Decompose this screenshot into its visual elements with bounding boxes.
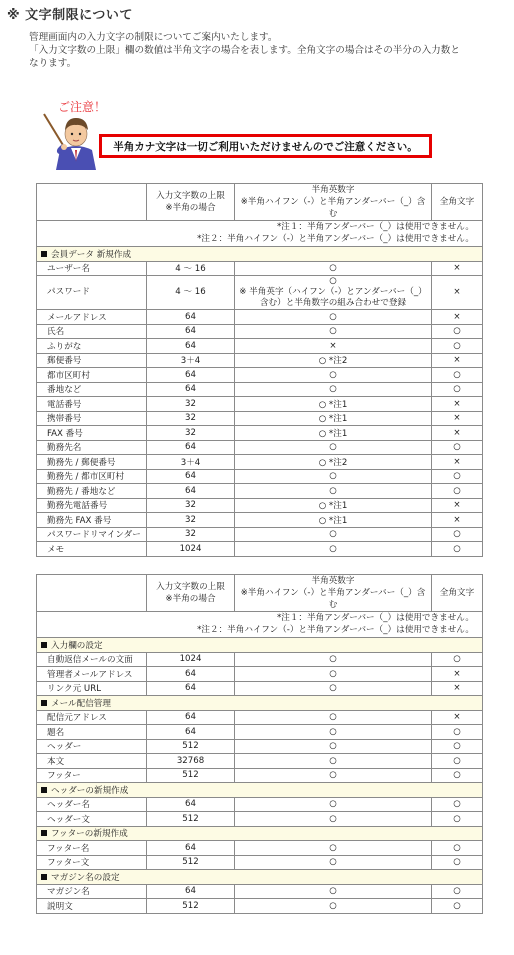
row-alnum: ○ [235,739,432,754]
row-alnum: ○ [235,899,432,914]
row-limit: 64 [147,681,235,696]
row-limit: 32 [147,527,235,542]
row-zenkaku: × [432,397,483,412]
row-limit: 64 [147,382,235,397]
row-limit: 64 [147,710,235,725]
row-label: 都市区町村 [37,368,147,383]
row-label: ヘッダー名 [37,797,147,812]
row-label: 番地など [37,382,147,397]
row-limit: 64 [147,797,235,812]
row-label: 勤務先 FAX 番号 [37,513,147,528]
row-zenkaku: × [432,353,483,368]
row-limit: 32 [147,498,235,513]
row-limit: 64 [147,440,235,455]
table-row [37,812,483,827]
row-limit: 3＋4 [147,455,235,470]
row-alnum: ○ [235,542,432,557]
intro-line: 管理画面内の入力文字の制限についてご案内いたします。 [29,32,278,43]
row-label: メールアドレス [37,310,147,325]
row-limit: 32 [147,397,235,412]
table-row [37,469,483,484]
row-limit: 512 [147,855,235,870]
table-row [37,484,483,499]
row-limit: 64 [147,339,235,354]
row-limit: 64 [147,484,235,499]
header-limit: 入力文字数の上限 ※半角の場合 [147,575,235,612]
row-zenkaku: ○ [432,855,483,870]
table-row [37,440,483,455]
row-zenkaku: × [432,455,483,470]
table-row [37,710,483,725]
limits-table-settings [36,574,483,914]
table-row [37,397,483,412]
header-alnum: 半角英数字 ※半角ハイフン（-）と半角アンダーバー（_）含む [235,575,432,612]
table-row [37,739,483,754]
row-label: 配信元アドレス [37,710,147,725]
row-label: 勤務先 / 都市区町村 [37,469,147,484]
table-row [37,310,483,325]
section-row [37,247,483,262]
row-zenkaku: ○ [432,899,483,914]
row-zenkaku: ○ [432,382,483,397]
table-row [37,841,483,856]
row-zenkaku: × [432,513,483,528]
section-row [37,783,483,798]
row-alnum: ○ [235,324,432,339]
row-limit: 64 [147,368,235,383]
limits-table-member [36,183,483,557]
row-zenkaku: ○ [432,527,483,542]
row-limit: 32 [147,426,235,441]
row-label: フッター名 [37,841,147,856]
table-notes: *注１：半角アンダーバー（_）は使用できません。 *注２：半角ハイフン（-）と半角アンダーバー（_）は使用できません。 [37,612,483,638]
row-zenkaku: × [432,426,483,441]
row-zenkaku: × [432,667,483,682]
row-limit: 4 ～ 16 [147,276,235,310]
row-limit: 3＋4 [147,353,235,368]
section-bullet-icon [41,787,47,793]
row-alnum: ○ [235,884,432,899]
caution-box [99,134,432,158]
row-alnum: ○ *注1 [235,411,432,426]
row-limit: 64 [147,725,235,740]
row-alnum: ○ [235,754,432,769]
row-label: フッター [37,768,147,783]
section-bullet-icon [41,642,47,648]
row-alnum: ○ *注1 [235,397,432,412]
alnum-mark: ○ [329,276,337,286]
header-alnum: 半角英数字 ※半角ハイフン（-）と半角アンダーバー（_）含む [235,184,432,221]
table-row [37,652,483,667]
row-alnum: ○ *注1 [235,426,432,441]
row-alnum: ○ [235,469,432,484]
table-row [37,899,483,914]
row-label: 勤務先 / 番地など [37,484,147,499]
row-alnum: ○ [235,768,432,783]
row-zenkaku: × [432,681,483,696]
row-alnum: ○ [235,812,432,827]
row-limit: 512 [147,739,235,754]
table-row [37,455,483,470]
row-limit: 512 [147,899,235,914]
row-label: フッター文 [37,855,147,870]
table-row [37,426,483,441]
row-zenkaku: ○ [432,339,483,354]
table-row [37,261,483,276]
row-zenkaku: ○ [432,754,483,769]
caution-text: 半角カナ文字は一切ご利用いただけませんのでご注意ください。 [113,140,418,153]
row-limit: 64 [147,667,235,682]
row-alnum: ○ [235,841,432,856]
row-alnum [235,276,432,310]
row-limit: 1024 [147,652,235,667]
row-alnum: ○ [235,310,432,325]
row-label: 携帯番号 [37,411,147,426]
table-row [37,527,483,542]
page-title [7,4,133,23]
row-label: 説明文 [37,899,147,914]
row-zenkaku: ○ [432,812,483,827]
row-label: ふりがな [37,339,147,354]
table-row [37,884,483,899]
row-zenkaku: × [432,310,483,325]
row-limit: 32768 [147,754,235,769]
table-row [37,542,483,557]
row-limit: 32 [147,411,235,426]
row-alnum: ○ [235,855,432,870]
section-title: フッターの新規作成 [51,829,128,840]
table-row [37,725,483,740]
header-limit: 入力文字数の上限 ※半角の場合 [147,184,235,221]
row-label: リンク元 URL [37,681,147,696]
row-alnum: ○ [235,710,432,725]
row-alnum: ○ *注1 [235,498,432,513]
title-mark: ※ [7,8,21,23]
section-row [37,826,483,841]
row-limit: 64 [147,841,235,856]
section-title: マガジン名の設定 [51,872,120,883]
row-label: 勤務先 / 郵便番号 [37,455,147,470]
row-label: ヘッダー文 [37,812,147,827]
row-alnum: ○ *注2 [235,353,432,368]
intro-text [29,31,509,71]
row-zenkaku: ○ [432,484,483,499]
row-zenkaku: ○ [432,841,483,856]
alnum-note: ※ 半角英字（ハイフン（-）とアンダーバー（_）含む）と半角数字の組み合わせで登録 [239,287,427,308]
row-label: パスワードリマインダー [37,527,147,542]
row-label: パスワード [37,276,147,310]
table-row [37,411,483,426]
row-zenkaku: ○ [432,542,483,557]
section-title: メール配信管理 [51,698,111,709]
row-alnum: ○ [235,261,432,276]
header-blank [37,184,147,221]
header-zenkaku: 全角文字 [432,575,483,612]
row-alnum: ○ [235,440,432,455]
header-blank [37,575,147,612]
row-label: ヘッダー [37,739,147,754]
table-row [37,339,483,354]
row-alnum: ○ [235,368,432,383]
section-bullet-icon [41,700,47,706]
row-alnum: ○ *注2 [235,455,432,470]
row-label: メモ [37,542,147,557]
row-limit: 1024 [147,542,235,557]
table-row [37,768,483,783]
table-row [37,681,483,696]
row-zenkaku: ○ [432,884,483,899]
table-row [37,324,483,339]
row-zenkaku: ○ [432,324,483,339]
row-alnum: ○ [235,667,432,682]
table-row [37,353,483,368]
intro-line: 「入力文字数の上限」欄の数値は半角文字の場合を表します。全角文字の場合はその半分の入力数と [29,45,460,57]
row-zenkaku: ○ [432,797,483,812]
table-notes: *注１：半角アンダーバー（_）は使用できません。 *注２：半角ハイフン（-）と半角アンダーバー（_）は使用できません。 [37,221,483,247]
row-zenkaku: ○ [432,652,483,667]
table-row [37,382,483,397]
row-alnum: ○ *注1 [235,513,432,528]
row-alnum: × [235,339,432,354]
section-bullet-icon [41,251,47,257]
row-label: FAX 番号 [37,426,147,441]
section-title: 会員データ 新規作成 [51,249,132,260]
row-label: 題名 [37,725,147,740]
row-alnum: ○ [235,382,432,397]
row-limit: 64 [147,310,235,325]
row-label: 氏名 [37,324,147,339]
section-bullet-icon [41,874,47,880]
row-alnum: ○ [235,681,432,696]
row-zenkaku: ○ [432,725,483,740]
row-label: 電話番号 [37,397,147,412]
row-label: マガジン名 [37,884,147,899]
row-label: 自動返信メールの文面 [37,652,147,667]
section-title: 入力欄の設定 [51,640,103,651]
row-zenkaku: ○ [432,440,483,455]
row-zenkaku: × [432,261,483,276]
section-row [37,696,483,711]
table-row [37,498,483,513]
row-zenkaku: ○ [432,469,483,484]
row-limit: 64 [147,469,235,484]
row-zenkaku: ○ [432,739,483,754]
section-title: ヘッダーの新規作成 [51,785,129,796]
table-row [37,797,483,812]
row-label: ユーザー名 [37,261,147,276]
table-header-row [37,184,483,221]
table-row [37,368,483,383]
row-zenkaku: ○ [432,768,483,783]
row-alnum: ○ [235,527,432,542]
section-row [37,870,483,885]
row-limit: 64 [147,884,235,899]
table-row [37,667,483,682]
row-zenkaku: × [432,710,483,725]
table-row [37,855,483,870]
row-label: 本文 [37,754,147,769]
section-row [37,638,483,653]
row-zenkaku: × [432,276,483,310]
row-alnum: ○ [235,725,432,740]
row-limit: 512 [147,768,235,783]
row-zenkaku: × [432,411,483,426]
header-zenkaku: 全角文字 [432,184,483,221]
row-alnum: ○ [235,484,432,499]
row-label: 勤務先電話番号 [37,498,147,513]
row-limit: 4 ～ 16 [147,261,235,276]
row-label: 管理者メールアドレス [37,667,147,682]
intro-line: なります。 [29,58,77,70]
row-alnum: ○ [235,652,432,667]
row-limit: 512 [147,812,235,827]
table-header-row [37,575,483,612]
table-notes-row [37,221,483,247]
table-row [37,754,483,769]
row-label: 勤務先名 [37,440,147,455]
section-bullet-icon [41,830,47,836]
table-row [37,513,483,528]
row-limit: 32 [147,513,235,528]
row-alnum: ○ [235,797,432,812]
title-text: 文字制限について [25,8,133,23]
row-label: 郵便番号 [37,353,147,368]
row-zenkaku: ○ [432,368,483,383]
table-notes-row [37,612,483,638]
row-zenkaku: × [432,498,483,513]
caution-label: ご注意！ [58,100,107,114]
table-row [37,276,483,310]
row-limit: 64 [147,324,235,339]
